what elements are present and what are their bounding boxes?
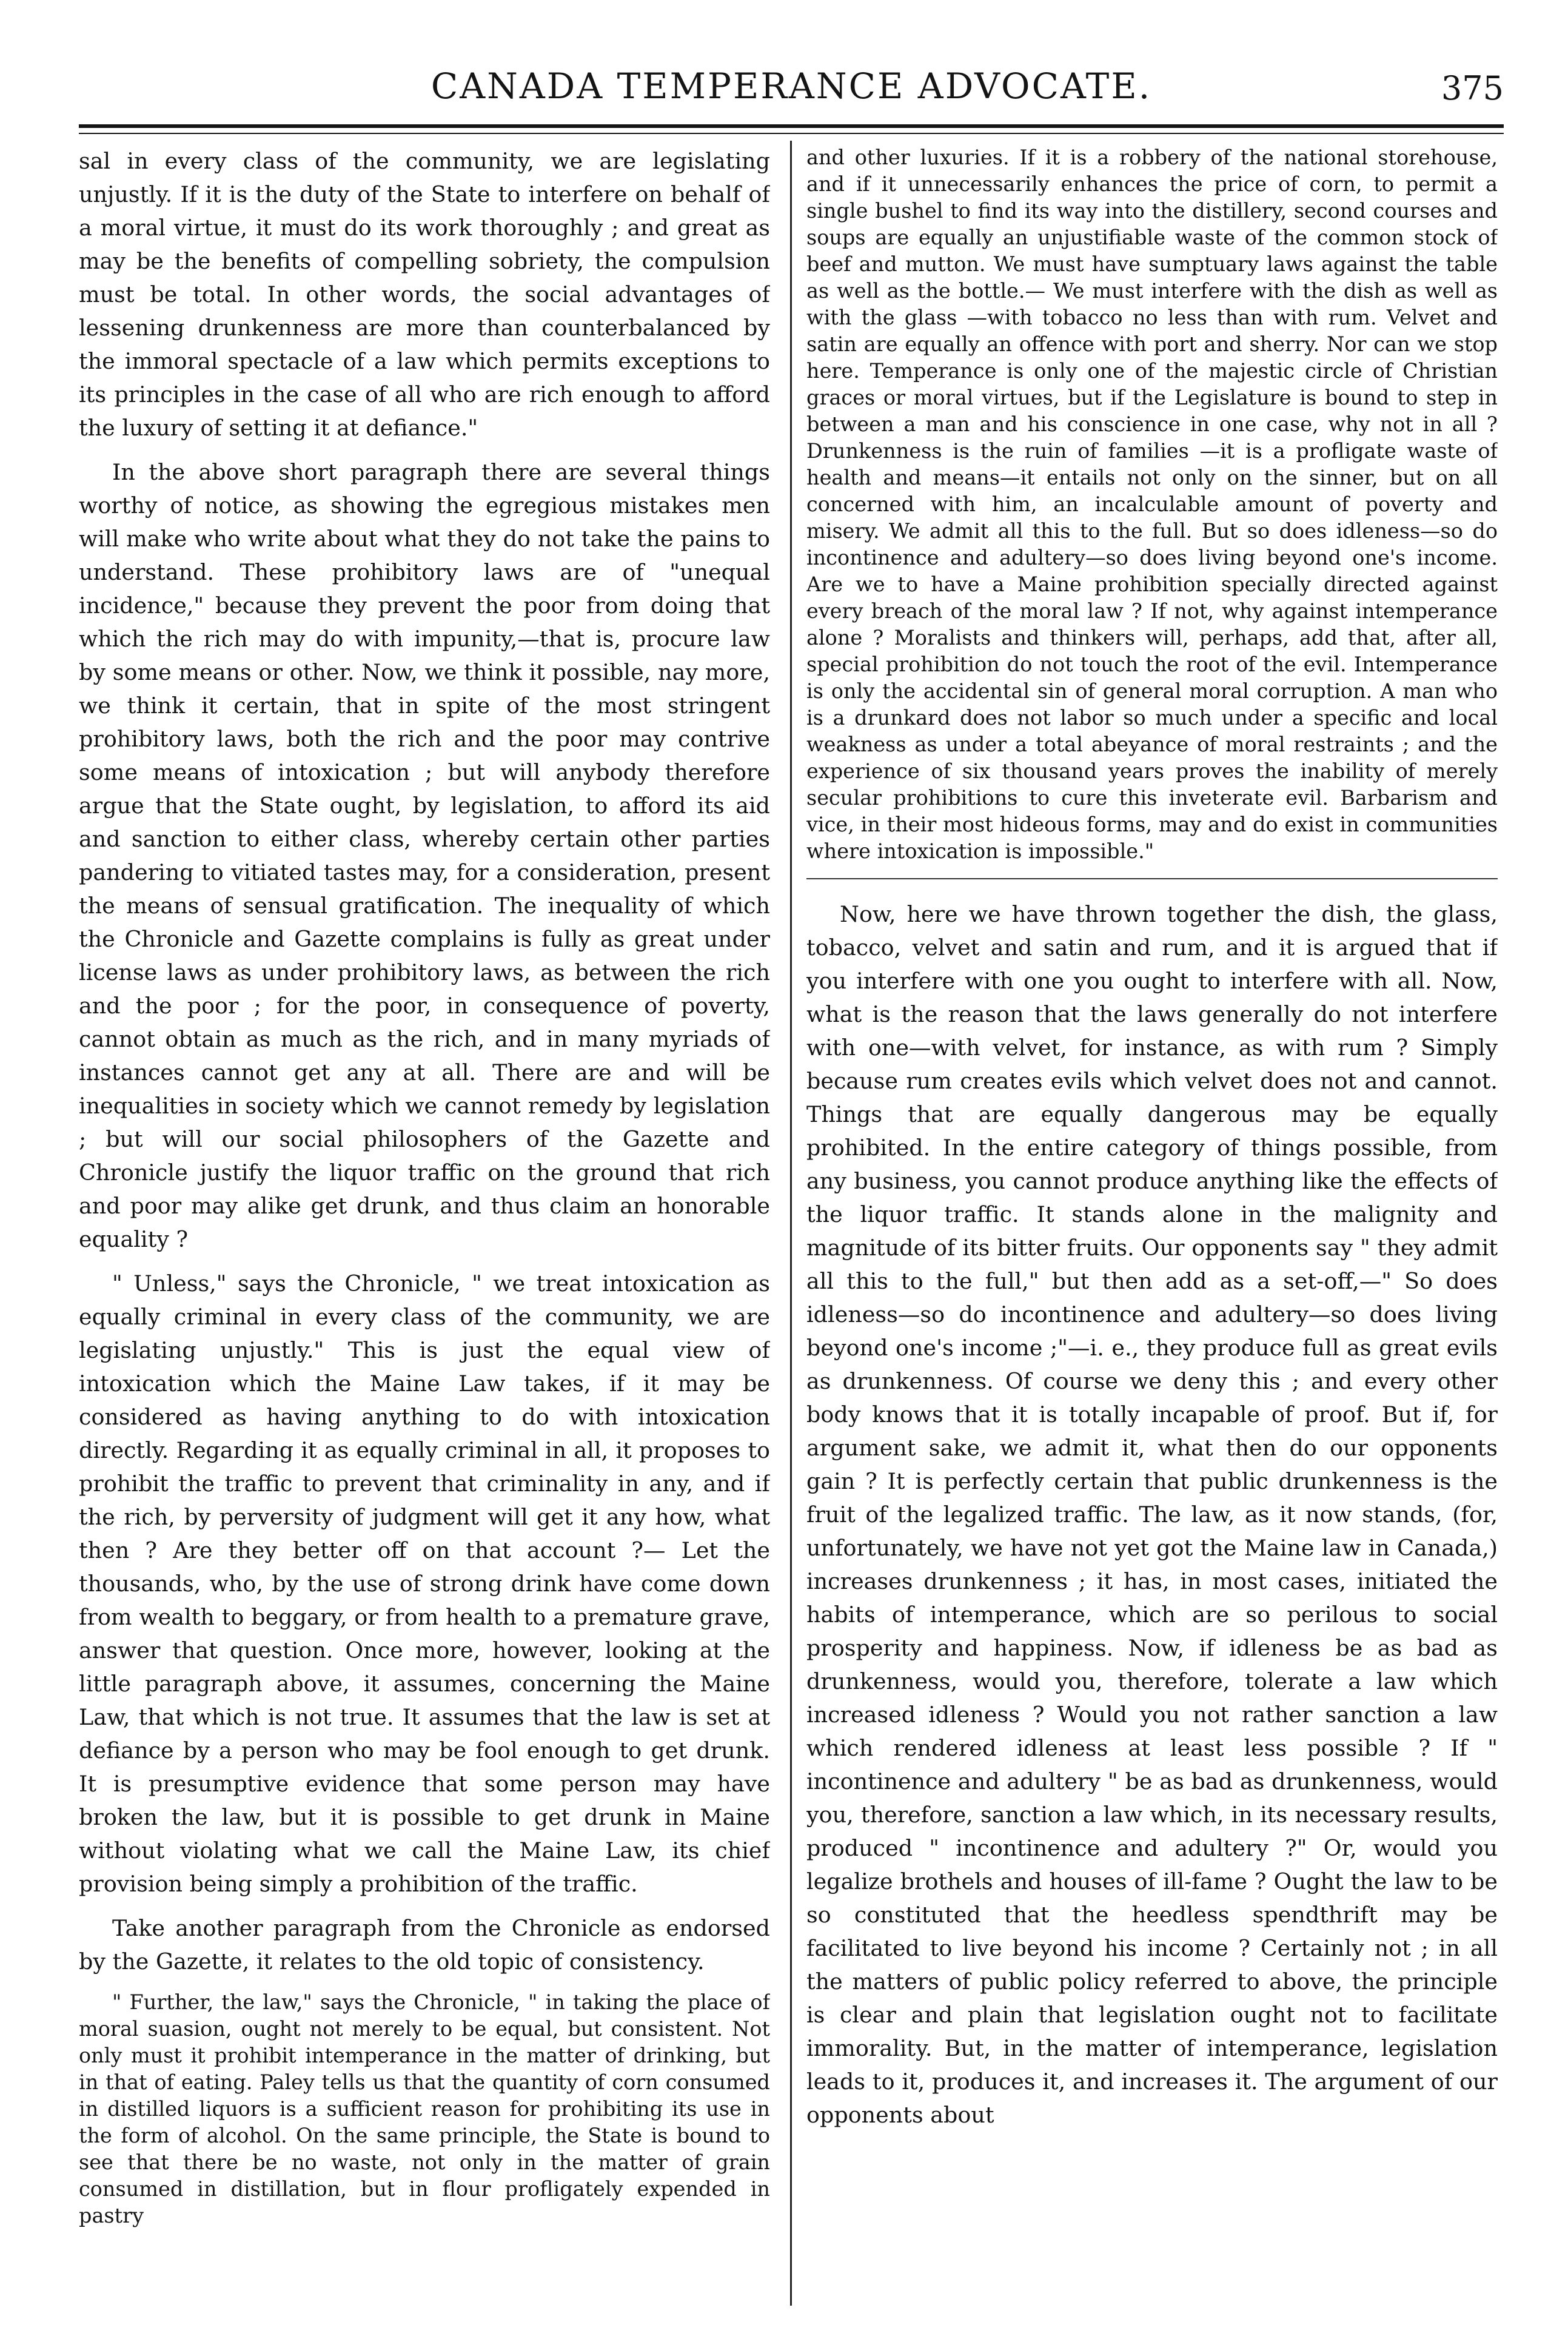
paragraph: Take another paragraph from the Chronicle as endorsed by the Gazette, it relates to the old topic of consistency. xyxy=(79,1915,770,1975)
paragraph: sal in every class of the community, we are legislating unjustly. If it is the duty of the State to interfere on behalf of a moral virtue, it must do its work thoroughly ; and great as may be the benefits of compelling sobriety, the compulsion must be total. In other words, the social advantages of lessening drunkenness are more than counterbalanced by the immoral spectacle of a law which permits exceptions to its principles in the case of all who are rich enough to afford the luxury of setting it at defiance." xyxy=(79,148,770,441)
quoted-paragraph: " Further, the law," says the Chronicle, " in taking the place of moral suasion, ought not merely to be equal, but consistent. Not only must it prohibit intemperance in the matter of drinking, but in that of eating. Paley tells us that the quantity of corn consumed in distilled liquors is a sufficient reason for prohibiting its use in the form of alcohol. On the same principle, the State is bound to see that there be no waste, not only in the matter of grain consumed in distillation, but in flour profligately expended in pastry xyxy=(79,1990,770,2227)
header-rule-thin xyxy=(79,133,1504,134)
column-divider xyxy=(790,141,792,2306)
page-number: 375 xyxy=(1441,69,1504,107)
quoted-paragraph: and other luxuries. If it is a robbery of the national storehouse, and if it unnecessarily enhances the price of corn, to permit a single bushel to find its way into the distillery, second courses and soups are equally an unjustifiable waste of the common stock of beef and mutton. We must have sumptuary laws against the table as well as the bottle.— We must interfere with the dish as well as with the glass —with tobacco no less than with rum. Velvet and satin are equally an offence with port and sherry. Nor can we stop here. Temperance is only one of the majestic circle of Christian graces or moral virtues, but if the Legislature is bound to step in between a man and his conscience in one case, why not in all ? Drunkenness is the ruin of families —it is a profligate waste of health and means—it entails not only on the sinner, but on all concerned with him, an incalculable amount of poverty and misery. We admit all this to the full. But so does idleness—so do incontinence and adultery—so does living beyond one's income. Are we to have a Maine prohibition specially directed against every breach of the moral law ? If not, why against intemperance alone ? Moralists and thinkers will, perhaps, add that, after all, special prohibition do not touch the root of the evil. Intemperance is only the accidental sin of general moral corruption. A man who is a drunkard does not labor so much under a specific and local weakness as under a total abeyance of moral restraints ; and the experience of six thousand years proves the inability of merely secular prohibitions to cure this inveterate evil. Barbarism and vice, in their most hideous forms, may and do exist in communities where intoxication is impossible." xyxy=(806,146,1498,863)
paragraph: " Unless," says the Chronicle, " we treat intoxication as equally criminal in every class of the community, we are legislating unjustly." This is just the equal view of intoxication which the Maine Law takes, if it may be considered as having anything to do with intoxication directly. Regarding it as equally criminal in all, it proposes to prohibit the traffic to prevent that criminality in any, and if the rich, by perversity of judgment will get it any how, what then ? Are they better off on that account ?— Let the thousands, who, by the use of strong drink have come down from wealth to beggary, or from health to a premature grave, answer that question. Once more, however, looking at the little paragraph above, it assumes, concerning the Maine Law, that which is not true. It assumes that the law is set at defiance by a person who may be fool enough to get drunk. It is presumptive evidence that some person may have broken the law, but it is possible to get drunk in Maine without violating what we call the Maine Law, its chief provision being simply a prohibition of the traffic. xyxy=(79,1270,770,1897)
page-header xyxy=(79,55,1504,121)
page-title: CANADA TEMPERANCE ADVOCATE. xyxy=(431,65,1152,107)
right-column xyxy=(806,144,1498,2303)
header-rule xyxy=(79,124,1504,128)
left-column xyxy=(79,144,770,2303)
section-separator xyxy=(806,878,1498,879)
paragraph: Now, here we have thrown together the dish, the glass, tobacco, velvet and satin and rum, and it is argued that if you interfere with one you ought to interfere with all. Now, what is the reason that the laws generally do not interfere with one—with velvet, for instance, as with rum ? Simply because rum creates evils which velvet does not and cannot. Things that are equally dangerous may be equally prohibited. In the entire category of things possible, from any business, you cannot produce anything like the effects of the liquor traffic. It stands alone in the malignity and magnitude of its bitter fruits. Our opponents say " they admit all this to the full," but then add as a set-off,—" So does idleness—so do incontinence and adultery—so does living beyond one's income ;"—i. e., they produce full as great evils as drunkenness. Of course we deny this ; and every other body knows that it is totally incapable of proof. But if, for argument sake, we admit it, what then do our opponents gain ? It is perfectly certain that public drunkenness is the fruit of the legalized traffic. The law, as it now stands, (for, unfortunately, we have not yet got the Maine law in Canada,) increases drunkenness ; it has, in most cases, initiated the habits of intemperance, which are so perilous to social prosperity and happiness. Now, if idleness be as bad as drunkenness, would you, therefore, tolerate a law which increased idleness ? Would you not rather sanction a law which rendered idleness at least less possible ? If " incontinence and adultery " be as bad as drunkenness, would you, therefore, sanction a law which, in its necessary results, produced " incontinence and adultery ?" Or, would you legalize brothels and houses of ill-fame ? Ought the law to be so constituted that the heedless spendthrift may be facilitated to live beyond his income ? Certainly not ; in all the matters of public policy referred to above, the principle is clear and plain that legislation ought not to facilitate immorality. But, in the matter of intemperance, legislation leads to it, produces it, and increases it. The argument of our opponents about xyxy=(806,901,1498,2128)
paragraph: In the above short paragraph there are several things worthy of notice, as showing the egregious mistakes men will make who write about what they do not take the pains to understand. These prohibitory laws are of "unequal incidence," because they prevent the poor from doing that which the rich may do with impunity,—that is, procure law by some means or other. Now, we think it possible, nay more, we think it certain, that in spite of the most stringent prohibitory laws, both the rich and the poor may contrive some means of intoxication ; but will anybody therefore argue that the State ought, by legislation, to afford its aid and sanction to either class, whereby certain other parties pandering to vitiated tastes may, for a consideration, present the means of sensual gratification. The inequality of which the Chronicle and Gazette complains is fully as great under license laws as under prohibitory laws, as between the rich and the poor ; for the poor, in consequence of poverty, cannot obtain as much as the rich, and in many myriads of instances cannot get any at all. There are and will be inequalities in society which we cannot remedy by legislation ; but will our social philosophers of the Gazette and Chronicle justify the liquor traffic on the ground that rich and poor may alike get drunk, and thus claim an honorable equality ? xyxy=(79,459,770,1252)
